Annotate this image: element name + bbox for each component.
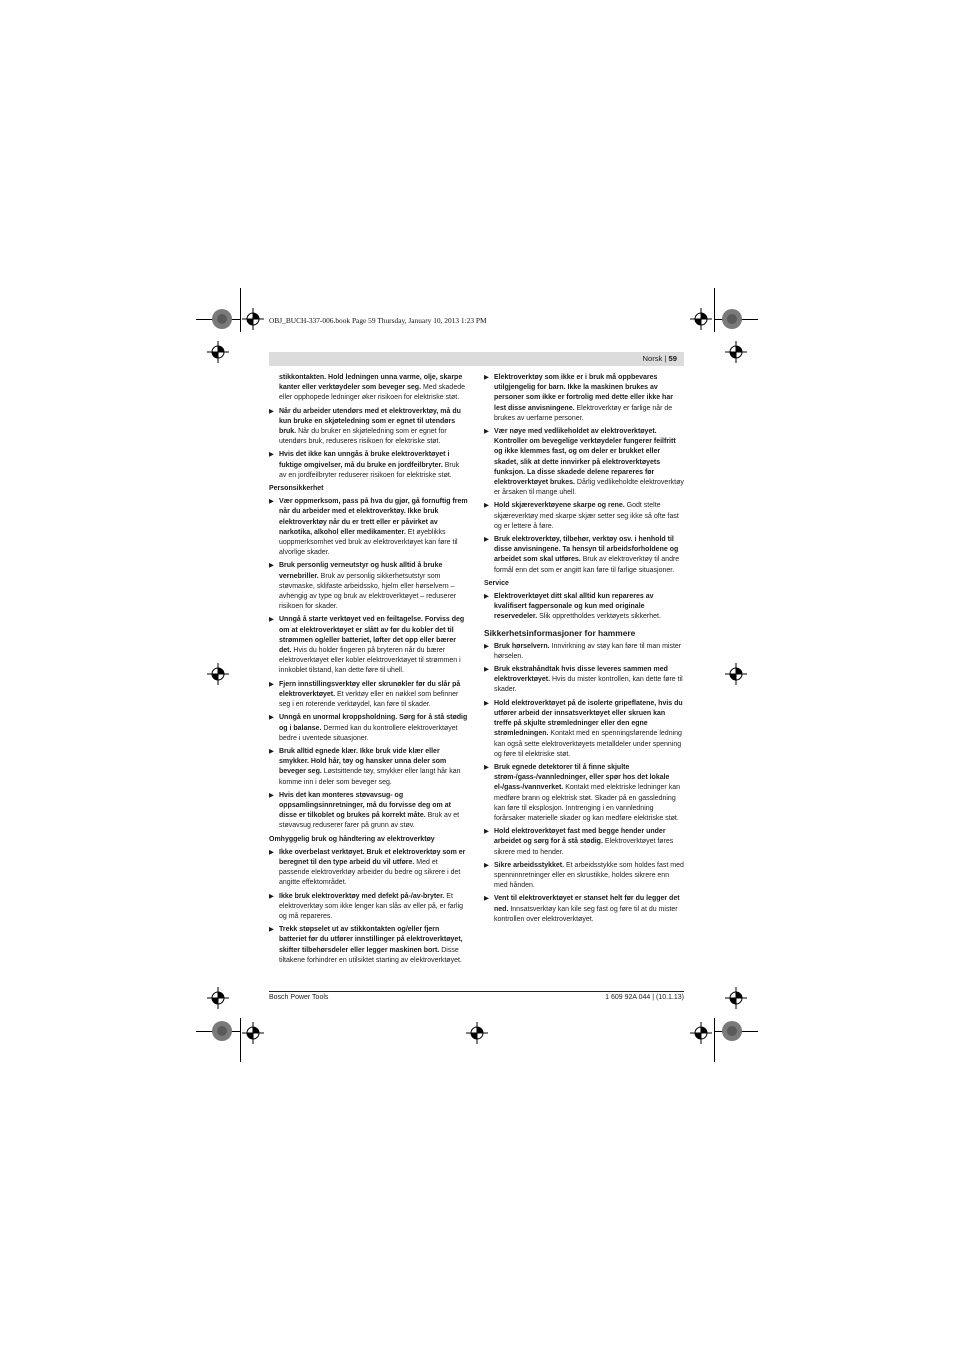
arrow-right-icon: ▶ bbox=[269, 616, 274, 624]
body-text: Bruk av personlig sikkerhetsutstyr som støvmaske, sklifaste arbeidssko, hjelm eller hørselvern – avhengig av type og bruk av elektroverktøyet – reduserer risikoen for skader. bbox=[279, 572, 457, 611]
list-item bbox=[484, 642, 684, 662]
list-item bbox=[484, 592, 684, 623]
arrow-right-icon: ▶ bbox=[269, 714, 274, 722]
footer-rule bbox=[269, 991, 684, 992]
arrow-right-icon: ▶ bbox=[484, 502, 489, 510]
body-text: Når du bruker en skjøteledning som er egnet for utendørs bruk, reduseres risikoen for elektriske støt. bbox=[279, 428, 447, 446]
footer-brand: Bosch Power Tools bbox=[269, 994, 329, 1001]
arrow-right-icon: ▶ bbox=[484, 593, 489, 601]
list-item bbox=[484, 501, 684, 532]
bold-text: Ikke bruk elektroverktøy med defekt på-/av-bryter. bbox=[279, 892, 445, 900]
crop-mark bbox=[240, 288, 241, 332]
bold-text: Hold skjæreverktøyene skarpe og rene. bbox=[494, 502, 625, 510]
registration-mark-icon bbox=[690, 308, 712, 330]
arrow-right-icon: ▶ bbox=[269, 926, 274, 934]
list-item bbox=[269, 680, 468, 711]
list-item bbox=[484, 665, 684, 696]
crop-mark bbox=[714, 1018, 715, 1062]
body-text: Et elektroverktøy som ikke lenger kan slås av eller på, er farlig og må repareres. bbox=[279, 892, 464, 920]
page-header: Norsk | 59 bbox=[642, 354, 677, 363]
body-text: Elektroverktøyet føres sikrere med to hender. bbox=[494, 838, 674, 856]
list-item bbox=[484, 699, 684, 760]
color-target-icon bbox=[721, 308, 743, 330]
bold-text: Ikke overbelast verktøyet. Bruk et elektroverktøy som er beregnet til den type arbeid du vil utføre. bbox=[279, 848, 466, 866]
arrow-right-icon: ▶ bbox=[269, 892, 274, 900]
arrow-right-icon: ▶ bbox=[269, 562, 274, 570]
bold-text: Unngå en unormal kroppsholdning. Sørg for å stå stødig og i balanse. bbox=[279, 714, 468, 732]
page-number: 59 bbox=[668, 354, 677, 363]
body-text: Et verktøy eller en nøkkel som befinner seg i en roterende verktøydel, kan føre til skader. bbox=[279, 690, 459, 709]
arrow-right-icon: ▶ bbox=[269, 407, 274, 415]
body-text: Med skadede eller opphopede ledninger øker risikoen for elektriske støt. bbox=[279, 384, 466, 402]
registration-mark-icon bbox=[242, 1022, 264, 1044]
crop-mark bbox=[714, 288, 715, 332]
registration-mark-icon bbox=[466, 1022, 488, 1044]
registration-mark-icon bbox=[242, 308, 264, 330]
arrow-right-icon: ▶ bbox=[269, 848, 274, 856]
bold-text: Bruk egnede detektorer til å finne skjulte strøm-/gass-/vannledninger, eller spør hos det lokale el-/gass-/vannverket. bbox=[494, 763, 670, 792]
list-item bbox=[269, 848, 468, 889]
arrow-right-icon: ▶ bbox=[484, 895, 489, 903]
body-text: Et øyeblikks uoppmerksomhet ved bruk av elektroverktøyet kan føre til alvorlige skader. bbox=[279, 528, 458, 557]
registration-mark-icon bbox=[207, 987, 229, 1009]
bold-text: stikkontakten. Hold ledningen unna varme, olje, skarpe kanter eller verktøydeler som beveger seg. bbox=[279, 374, 463, 392]
list-item bbox=[269, 925, 468, 966]
list-item bbox=[269, 615, 468, 676]
body-text: Elektroverktøy er farlige når de brukes av uerfarne personer. bbox=[494, 404, 673, 422]
arrow-right-icon: ▶ bbox=[484, 374, 489, 381]
list-item bbox=[269, 497, 468, 558]
registration-mark-icon bbox=[690, 1022, 712, 1044]
list-item bbox=[484, 535, 684, 576]
bold-text: Vær oppmerksom, pass på hva du gjør, gå fornuftig frem når du arbeider med et elektroverktøy. Ikke bruk elektroverktøy når du er trett eller er påvirket av narkotika, alkohol eller medikamenter. bbox=[279, 498, 468, 536]
body-text: Bruk av en jordfeilbryter reduserer risikoen for elektriske støt. bbox=[279, 461, 460, 479]
bold-text: Hold elektroverktøyet fast med begge hender under arbeidet og sørg for å stå stødig. bbox=[494, 828, 666, 846]
arrow-right-icon: ▶ bbox=[484, 861, 489, 869]
subheading-service: Service bbox=[484, 579, 509, 587]
arrow-right-icon: ▶ bbox=[484, 428, 489, 436]
arrow-right-icon: ▶ bbox=[484, 642, 489, 650]
arrow-right-icon: ▶ bbox=[484, 536, 489, 544]
bold-text: Bruk hørselvern. bbox=[494, 642, 550, 650]
bold-text: Trekk støpselet ut av stikkontakten og/eller fjern batteriet før du utfører innstillinger på elektroverktøyet, skifter tilbehørsdeler eller legger maskinen bort. bbox=[279, 926, 463, 954]
section-heading-hammer: Sikkerhetsinformasjoner for hammere bbox=[484, 627, 636, 638]
body-text: Bruk av elektroverktøy til andre formål enn det som er angitt kan føre til farlige situasjoner. bbox=[494, 556, 680, 574]
registration-mark-icon bbox=[725, 341, 747, 363]
body-text: Et arbeidsstykke som holdes fast med spenninnretninger eller en skrustikke, holdes sikrere enn med hånden. bbox=[494, 861, 684, 890]
list-item bbox=[484, 827, 684, 858]
registration-mark-icon bbox=[725, 987, 747, 1009]
body-text: Løstsittende tøy, smykker eller langt hår kan komme inn i deler som beveger seg. bbox=[279, 768, 461, 786]
arrow-right-icon: ▶ bbox=[484, 763, 489, 771]
footer-doc-number: 1 609 92A 044 | (10.1.13) bbox=[605, 994, 684, 1001]
arrow-right-icon: ▶ bbox=[269, 747, 274, 755]
arrow-right-icon: ▶ bbox=[269, 498, 274, 506]
bold-text: Bruk personlig verneutstyr og husk alltid å bruke vernebriller. bbox=[279, 562, 443, 580]
bold-text: Hvis det kan monteres støvavsug- og oppsamlingsinnretninger, må du forvisse deg om at disse er tilkoblet og brukes på korrekt måte. bbox=[279, 791, 451, 820]
arrow-right-icon: ▶ bbox=[484, 699, 489, 707]
body-text: Hvis du holder fingeren på bryteren når du bærer elektroverktøyet eller kobler elektroverktøyet til strømmen i innkoblet tilstand, kan dette føre til uhell. bbox=[279, 647, 461, 675]
bold-text: Fjern innstillingsverktøy eller skrunøkler før du slår på elektroverktøyet. bbox=[279, 680, 461, 698]
body-text: Kontakt med elektriske ledninger kan medføre brann og elektrisk støt. Skader på en gassledning kan føre til eksplosjon. Inntrenging i en vannledning forårsaker materielle skader og kan medføre elektriske støt. bbox=[494, 784, 680, 822]
bold-text: Når du arbeider utendørs med et elektroverktøy, må du kun bruke en skjøteledning som er egnet til utendørs bruk. bbox=[279, 407, 461, 436]
continued-paragraph bbox=[279, 373, 468, 404]
arrow-right-icon: ▶ bbox=[269, 680, 274, 688]
arrow-right-icon: ▶ bbox=[484, 828, 489, 836]
registration-mark-icon bbox=[725, 663, 747, 685]
registration-mark-icon bbox=[207, 663, 229, 685]
language-label: Norsk bbox=[642, 354, 663, 363]
body-text: Disse tiltakene forhindrer en utilsiktet starting av elektroverktøyet. bbox=[279, 946, 462, 964]
body-text: Dårlig vedlikeholdte elektroverktøy er årsaken til mange uhell. bbox=[494, 479, 684, 497]
subheading-handling: Omhyggelig bruk og håndtering av elektroverktøy bbox=[269, 835, 435, 843]
arrow-right-icon: ▶ bbox=[484, 666, 489, 674]
bold-text: Elektroverktøyet ditt skal alltid kun repareres av kvalifisert fagpersonale og kun med originale reservedeler. bbox=[494, 593, 654, 621]
body-text: Hvis du mister kontrollen, kan dette føre til skader. bbox=[494, 676, 683, 694]
body-text: Slik opprettholdes verktøyets sikkerhet. bbox=[537, 613, 661, 621]
left-column bbox=[269, 373, 468, 969]
print-header: OBJ_BUCH-337-006.book Page 59 Thursday, January 10, 2013 1:23 PM bbox=[269, 316, 487, 325]
bold-text: Bruk alltid egnede klær. Ikke bruk vide klær eller smykker. Hold hår, tøy og hansker unna deler som beveger seg. bbox=[279, 747, 447, 776]
body-text: Godt stelte skjæreverktøy med skarpe skjær setter seg ikke så ofte fast og er lettere å føre. bbox=[494, 502, 679, 530]
list-item bbox=[484, 427, 684, 498]
list-item bbox=[269, 713, 468, 744]
arrow-right-icon: ▶ bbox=[269, 791, 274, 799]
body-text: Bruk av et støvavsug reduserer farer på grunn av støv. bbox=[279, 812, 460, 830]
arrow-right-icon: ▶ bbox=[269, 451, 274, 459]
body-text: Med et passende elektroverktøy arbeider du bedre og sikrere i det angitte effektområdet. bbox=[279, 858, 461, 887]
list-item bbox=[484, 861, 684, 892]
bold-text: Bruk ekstrahåndtak hvis disse leveres sammen med elektroverktøyet. bbox=[494, 666, 668, 684]
list-item bbox=[484, 763, 684, 824]
body-text: Innsatsverktøy kan kile seg fast og føre til at du mister kontrollen over elektroverktøyet. bbox=[494, 905, 678, 923]
bold-text: Unngå å starte verktøyet ved en feiltagelse. Forviss deg om at elektroverktøyet er slått av før du kobler det til strømmen og/eller batteriet, løfter det opp eller bærer det. bbox=[279, 616, 465, 655]
body-text: Kontakt med en spenningsførende ledning kan også sette elektroverktøyets metalldeler under spenning og føre til elektriske støt. bbox=[494, 730, 682, 758]
color-target-icon bbox=[211, 308, 233, 330]
body-text: Dermed kan du kontrollere elektroverktøyet bedre i uventede situasjoner. bbox=[279, 724, 458, 742]
bold-text: Vær nøye med vedlikeholdet av elektroverktøyet. Kontroller om bevegelige verktøydeler fungerer feilfritt og ikke klemmes fast, og om deler er brukket eller skadet, slik at dette innvirker på elektroverktøyets funksjon. La disse skadede delene repareres før elektroverktøyet brukes. bbox=[494, 428, 676, 487]
bold-text: Bruk elektroverktøy, tilbehør, verktøy osv. i henhold til disse anvisningene. Ta hensyn til arbeidsforholdene og arbeidet som skal utføres. bbox=[494, 536, 679, 564]
bold-text: Sikre arbeidsstykket. bbox=[494, 861, 565, 869]
bold-text: Elektroverktøy som ikke er i bruk må oppbevares utilgjengelig for barn. Ikke la maskinen brukes av personer som ikke er fortrolig med dette eller ikke har lest disse anvisningene. bbox=[494, 374, 673, 412]
list-item bbox=[269, 407, 468, 448]
subheading-personal: Personsikkerhet bbox=[269, 485, 324, 493]
list-item bbox=[269, 450, 468, 481]
list-item bbox=[484, 373, 684, 424]
color-target-icon bbox=[211, 1020, 233, 1042]
registration-mark-icon bbox=[207, 341, 229, 363]
crop-mark bbox=[240, 1018, 241, 1062]
bold-text: Vent til elektroverktøyet er stanset helt før du legger det ned. bbox=[494, 895, 680, 913]
page-header-bar bbox=[269, 352, 684, 366]
bold-text: Hvis det ikke kan unngås å bruke elektroverktøyet i fuktige omgivelser, må du bruke en jordfeilbryter. bbox=[279, 451, 450, 469]
list-item bbox=[269, 747, 468, 788]
list-item bbox=[269, 892, 468, 923]
list-item bbox=[269, 561, 468, 612]
color-target-icon bbox=[721, 1020, 743, 1042]
body-text: Innvirkning av støy kan føre til man mister hørselen. bbox=[494, 642, 682, 660]
bold-text: Hold elektroverktøyet på de isolerte gripeflatene, hvis du utfører arbeid der innsatsverktøyet eller skruen kan treffe på skjulte strømledninger eller den egne strømledningen. bbox=[494, 699, 683, 738]
right-column bbox=[484, 373, 684, 928]
list-item bbox=[269, 791, 468, 832]
list-item bbox=[484, 894, 684, 925]
